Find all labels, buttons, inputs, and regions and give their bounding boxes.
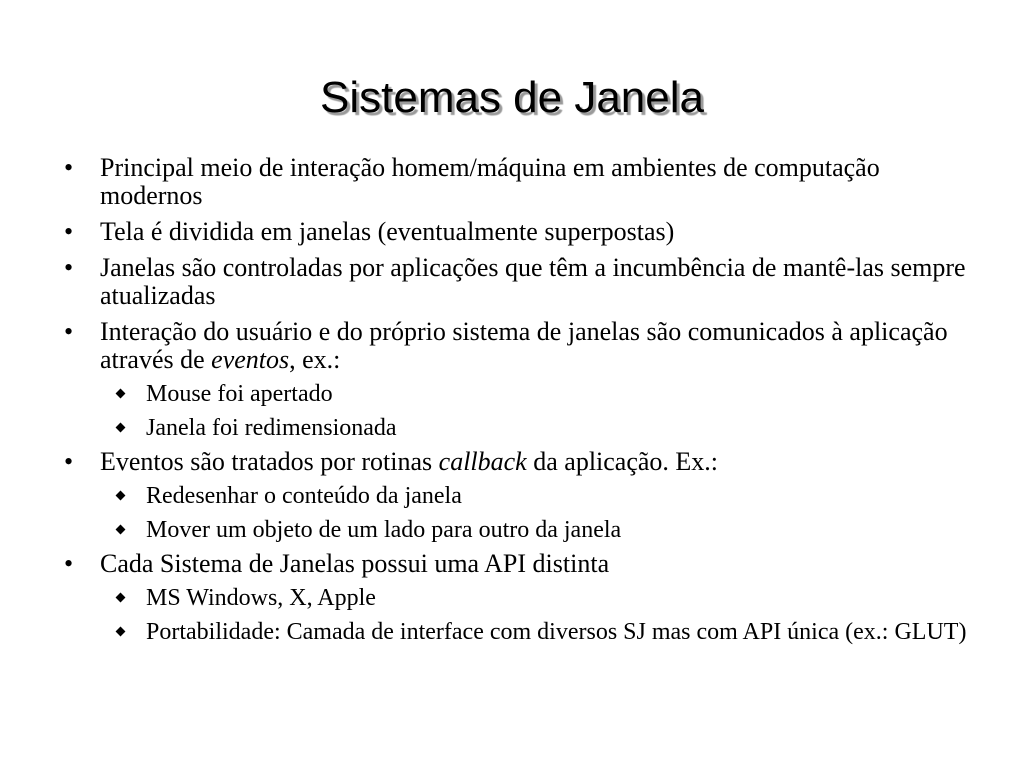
sub-bullet-text: MS Windows, X, Apple (146, 585, 376, 611)
bullet-dot-icon: • (64, 217, 74, 246)
bullet-text: Tela é dividida em janelas (eventualmente superpostas) (100, 217, 675, 246)
bullet-list (62, 154, 972, 652)
bullet-dot-icon: • (64, 317, 74, 346)
bullet-text-emphasis: callback (438, 447, 527, 476)
bullet-text-emphasis: eventos (211, 345, 290, 374)
bullet-item (62, 254, 972, 310)
bullet-text-part: Eventos são tratados por rotinas (100, 447, 439, 476)
bullet-text: Cada Sistema de Janelas possui uma API distinta (100, 549, 610, 578)
sub-bullet-item (62, 380, 972, 408)
sub-bullet-item (62, 482, 972, 510)
sub-bullet-item (62, 414, 972, 442)
bullet-text-part: da aplicação. Ex.: (526, 447, 719, 476)
bullet-text: Janelas são controladas por aplicações que têm a incumbência de mantê-las sempre atualizadas (100, 253, 966, 310)
diamond-bullet-icon (116, 423, 126, 433)
sub-bullet-text: Portabilidade: Camada de interface com diversos SJ mas com API única (ex.: GLUT) (146, 619, 967, 645)
bullet-item (62, 154, 972, 210)
slide-title: Sistemas de Janela (320, 73, 704, 122)
sub-bullet-text: Mover um objeto de um lado para outro da janela (146, 517, 622, 543)
sub-bullet-text: Janela foi redimensionada (146, 415, 397, 441)
sub-bullet-list (62, 584, 972, 646)
bullet-text: Principal meio de interação homem/máquina em ambientes de computação modernos (100, 153, 880, 210)
diamond-bullet-icon (116, 525, 126, 535)
bullet-text (100, 317, 948, 374)
sub-bullet-list (62, 380, 972, 442)
sub-bullet-text: Mouse foi apertado (146, 381, 333, 407)
bullet-item (62, 318, 972, 374)
sub-bullet-list (62, 482, 972, 544)
bullet-dot-icon: • (64, 447, 74, 476)
diamond-bullet-icon (116, 593, 126, 603)
sub-bullet-item (62, 516, 972, 544)
bullet-text (100, 447, 718, 476)
bullet-text-part: , ex.: (289, 345, 341, 374)
sub-bullet-item (62, 584, 972, 612)
diamond-bullet-icon (116, 627, 126, 637)
bullet-item (62, 550, 972, 578)
bullet-dot-icon: • (64, 253, 74, 282)
sub-bullet-item (62, 618, 972, 646)
bullet-dot-icon: • (64, 549, 74, 578)
sub-bullet-text: Redesenhar o conteúdo da janela (146, 483, 462, 509)
bullet-item (62, 448, 972, 476)
diamond-bullet-icon (116, 389, 126, 399)
diamond-bullet-icon (116, 491, 126, 501)
bullet-dot-icon: • (64, 153, 74, 182)
bullet-item (62, 218, 972, 246)
bullet-text-part: Interação do usuário e do próprio sistema de janelas são comunicados à aplicação através de (100, 317, 948, 374)
